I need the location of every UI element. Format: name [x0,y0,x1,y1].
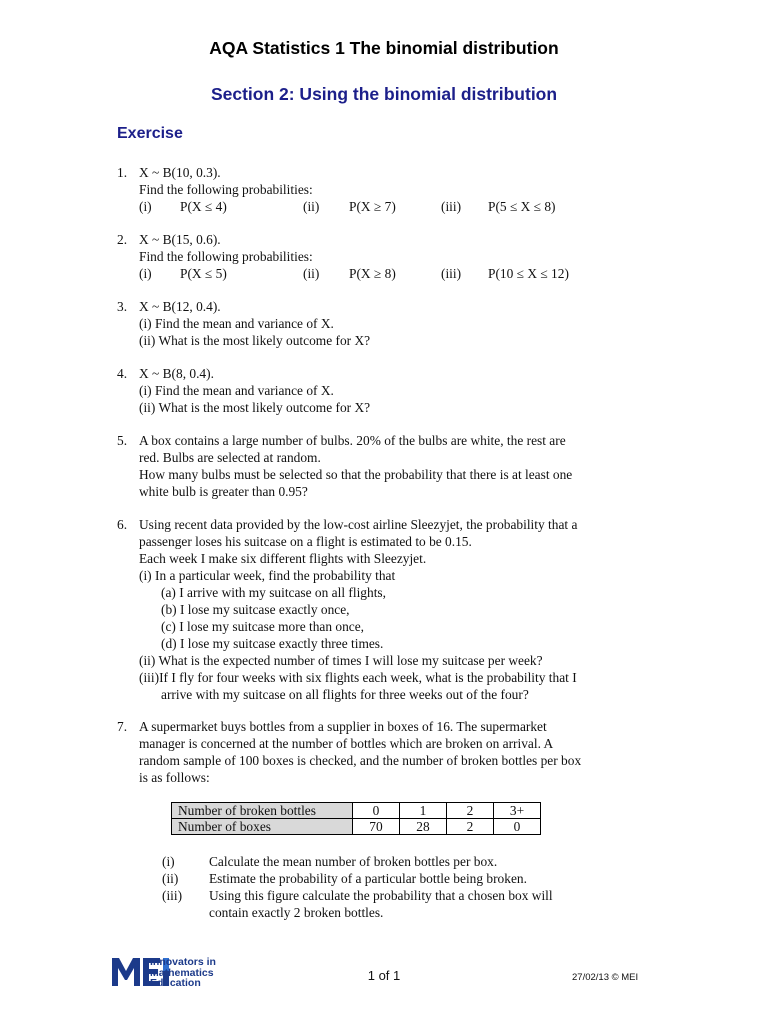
question-line: manager is concerned at the number of bottles which are broken on arrival. A [139,736,554,751]
part-label: (i) [139,266,152,281]
question-5 [117,432,657,500]
table-cell: 2 [447,803,494,819]
row-header: Number of broken bottles [172,803,353,819]
question-line: arrive with my suitcase on all flights for three weeks out of the four? [161,687,529,702]
question-line: passenger loses his suitcase on a flight is estimated to be 0.15. [139,534,472,549]
exercise-heading: Exercise [117,125,183,142]
table-cell: 1 [400,803,447,819]
table-cell: 2 [447,819,494,835]
question-number: 7. [117,719,128,734]
question-line: white bulb is greater than 0.95? [139,484,308,499]
question-line: (ii) What is the most likely outcome for X? [139,333,371,348]
prompt: Find the following probabilities: [139,249,313,264]
question-line: (c) I lose my suitcase more than once, [161,619,365,634]
table-cell: 0 [353,803,400,819]
table-cell: 28 [400,819,447,835]
row-header: Number of boxes [172,819,353,835]
part-label: (ii) [303,199,320,214]
question-line: (i) Find the mean and variance of X. [139,316,334,331]
broken-bottles-table [171,802,541,835]
question-number: 3. [117,299,128,314]
question-line: is as follows: [139,770,210,785]
subpart-iii [162,887,642,921]
part-expr: P(X ≤ 5) [180,266,227,281]
distribution: X ~ B(10, 0.3). [139,165,221,180]
question-number: 2. [117,232,128,247]
subpart-text: contain exactly 2 broken bottles. [209,905,384,920]
question-line: (iii)If I fly for four weeks with six flights each week, what is the probability that I [139,670,577,685]
subpart-text: Estimate the probability of a particular bottle being broken. [209,871,527,886]
question-line: (d) I lose my suitcase exactly three times. [161,636,384,651]
subpart-label: (i) [162,854,175,869]
probability-parts [139,265,657,282]
probability-parts [139,198,657,215]
question-line: (i) Find the mean and variance of X. [139,383,334,398]
table-cell: 3+ [494,803,541,819]
table-row [172,819,541,835]
part-label: (i) [139,199,152,214]
table-cell: 0 [494,819,541,835]
question-line: (ii) What is the expected number of times I will lose my suitcase per week? [139,653,543,668]
document-title: AQA Statistics 1 The binomial distribution [209,38,559,58]
question-3 [117,298,657,349]
question-7 [117,718,657,786]
part-expr: P(X ≥ 8) [349,266,396,281]
question-line: Using recent data provided by the low-cost airline Sleezyjet, the probability that a [139,517,578,532]
footer-date: 27/02/13 © MEI [572,972,639,983]
question-line: Each week I make six different flights with Sleezyjet. [139,551,427,566]
part-label: (ii) [303,266,320,281]
question-number: 1. [117,165,128,180]
question-number: 5. [117,433,128,448]
table-row [172,803,541,819]
question-line: (a) I arrive with my suitcase on all flights, [161,585,386,600]
logo-tagline: Innovators in Mathematics Education [150,956,216,989]
part-expr: P(10 ≤ X ≤ 12) [488,266,569,281]
subpart-i [162,853,642,870]
question-line: A supermarket buys bottles from a supplier in boxes of 16. The supermarket [139,719,547,734]
page-number: 1 of 1 [367,968,401,983]
distribution: X ~ B(8, 0.4). [139,366,214,381]
part-expr: P(5 ≤ X ≤ 8) [488,199,556,214]
question-number: 6. [117,517,128,532]
subpart-text: Using this figure calculate the probability that a chosen box will [209,888,553,903]
question-1 [117,164,657,215]
part-expr: P(X ≥ 7) [349,199,396,214]
question-line: random sample of 100 boxes is checked, and the number of broken bottles per box [139,753,582,768]
section-heading: Section 2: Using the binomial distribution [210,84,558,104]
question-line: (b) I lose my suitcase exactly once, [161,602,350,617]
subpart-label: (iii) [162,888,183,903]
subpart-label: (ii) [162,871,179,886]
part-label: (iii) [441,266,462,281]
question-4 [117,365,657,416]
question-line: (ii) What is the most likely outcome for X? [139,400,371,415]
distribution: X ~ B(12, 0.4). [139,299,221,314]
question-number: 4. [117,366,128,381]
question-6 [117,516,657,703]
question-line: A box contains a large number of bulbs. 20% of the bulbs are white, the rest are [139,433,566,448]
question-2 [117,231,657,282]
part-label: (iii) [441,199,462,214]
subpart-text: Calculate the mean number of broken bottles per box. [209,854,498,869]
prompt: Find the following probabilities: [139,182,313,197]
table-cell: 70 [353,819,400,835]
subpart-ii [162,870,642,887]
question-line: (i) In a particular week, find the probability that [139,568,396,583]
part-expr: P(X ≤ 4) [180,199,227,214]
question-line: red. Bulbs are selected at random. [139,450,321,465]
distribution: X ~ B(15, 0.6). [139,232,221,247]
question-line: How many bulbs must be selected so that the probability that there is at least one [139,467,573,482]
